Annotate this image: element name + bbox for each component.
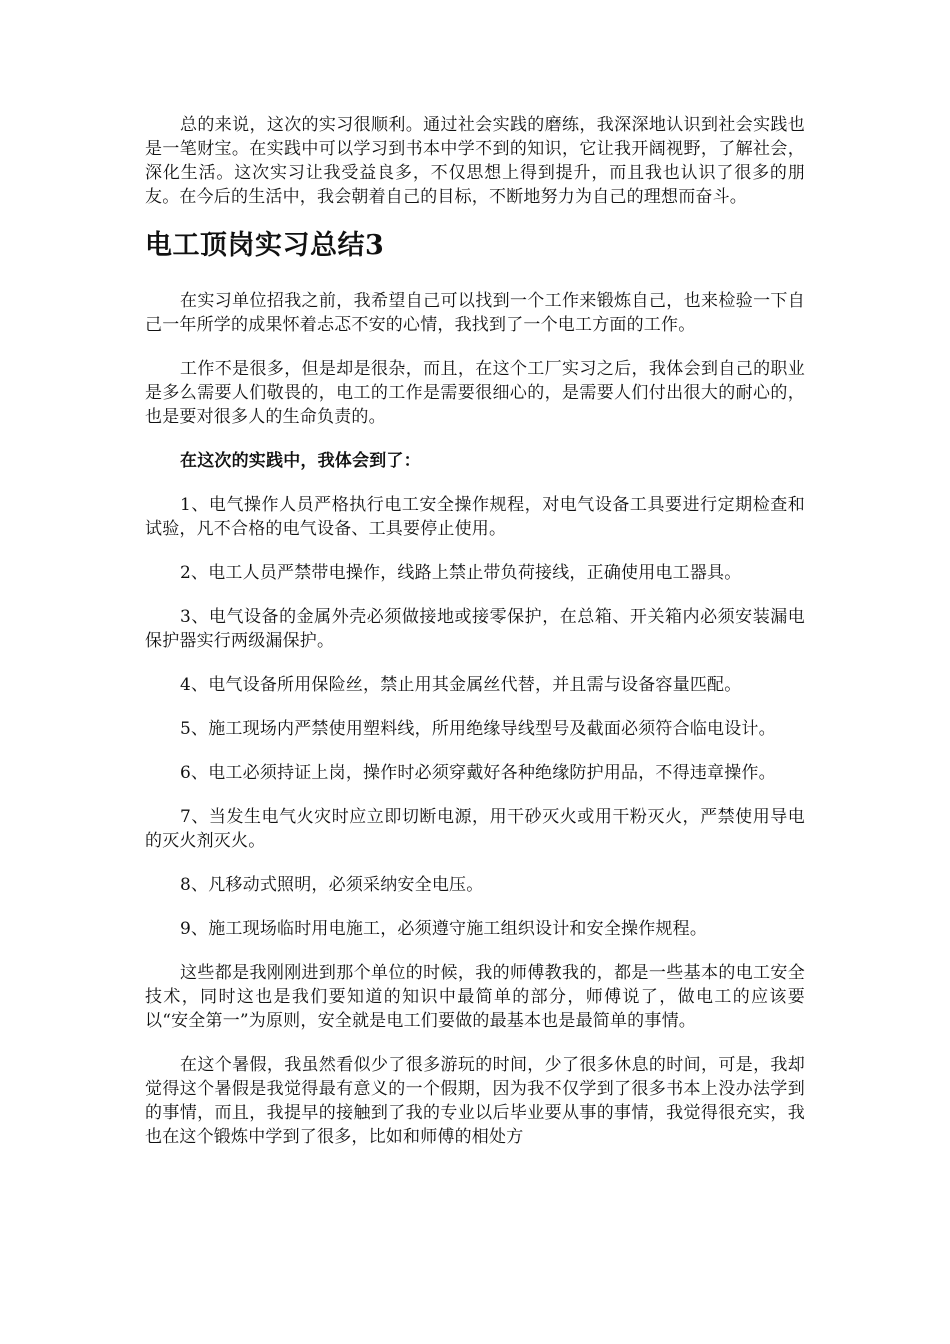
list-item: 9、施工现场临时用电施工，必须遵守施工组织设计和安全操作规程。 xyxy=(180,919,708,939)
section-heading: 电工顶岗实习总结3 xyxy=(145,230,385,261)
list-item: 2、电工人员严禁带电操作，线路上禁止带负荷接线，正确使用电工器具。 xyxy=(180,563,742,583)
list-item: 6、电工必须持证上岗，操作时必须穿戴好各种绝缘防护用品，不得违章操作。 xyxy=(180,763,776,783)
closing-paragraph: 这些都是我刚刚进到那个单位的时候，我的师傅教我的，都是一些基本的电工安全技术，同时这也是我们要知道的知识中最简单的部分，师傅说了，做电工的应该要以“安全第一”为原则，安全就是电工们要做的最基本也是最简单的事情。 xyxy=(145,963,805,1031)
list-item: 1、电气操作人员严格执行电工安全操作规程，对电气设备工具要进行定期检查和试验，凡不合格的电气设备、工具要停止使用。 xyxy=(145,495,805,539)
body-paragraph: 在实习单位招我之前，我希望自己可以找到一个工作来锻炼自己，也来检验一下自己一年所学的成果怀着忐忑不安的心情，我找到了一个电工方面的工作。 xyxy=(145,291,805,335)
list-item: 7、当发生电气火灾时应立即切断电源，用干砂灭火或用干粉灭火，严禁使用导电的灭火剂灭火。 xyxy=(145,807,805,851)
list-item: 3、电气设备的金属外壳必须做接地或接零保护，在总箱、开关箱内必须安装漏电保护器实行两级漏保护。 xyxy=(145,607,805,651)
closing-paragraph: 在这个暑假，我虽然看似少了很多游玩的时间，少了很多休息的时间，可是，我却觉得这个暑假是我觉得最有意义的一个假期，因为我不仅学到了很多书本上没办法学到的事情，而且，我提早的接触到了我的专业以后毕业要从事的事情，我觉得很充实，我也在这个锻炼中学到了很多，比如和师傅的相处方 xyxy=(145,1055,805,1147)
document-body xyxy=(145,113,805,1169)
list-item: 8、凡移动式照明，必须采纳安全电压。 xyxy=(180,875,484,895)
body-paragraph: 工作不是很多，但是却是很杂，而且，在这个工厂实习之后，我体会到自己的职业是多么需要人们敬畏的，电工的工作是需要很细心的，是需要人们付出很大的耐心的，也是要对很多人的生命负责的。 xyxy=(145,359,805,427)
intro-paragraph: 总的来说，这次的实习很顺利。通过社会实践的磨练，我深深地认识到社会实践也是一笔财宝。在实践中可以学习到书本中学不到的知识，它让我开阔视野，了解社会，深化生活。这次实习让我受益良多，不仅思想上得到提升，而且我也认识了很多的朋友。在今后的生活中，我会朝着自己的目标，不断地努力为自己的理想而奋斗。 xyxy=(145,115,805,207)
list-item: 4、电气设备所用保险丝，禁止用其金属丝代替，并且需与设备容量匹配。 xyxy=(180,675,742,695)
lead-in-sentence: 在这次的实践中，我体会到了： xyxy=(180,451,421,471)
list-item: 5、施工现场内严禁使用塑料线，所用绝缘导线型号及截面必须符合临电设计。 xyxy=(180,719,776,739)
